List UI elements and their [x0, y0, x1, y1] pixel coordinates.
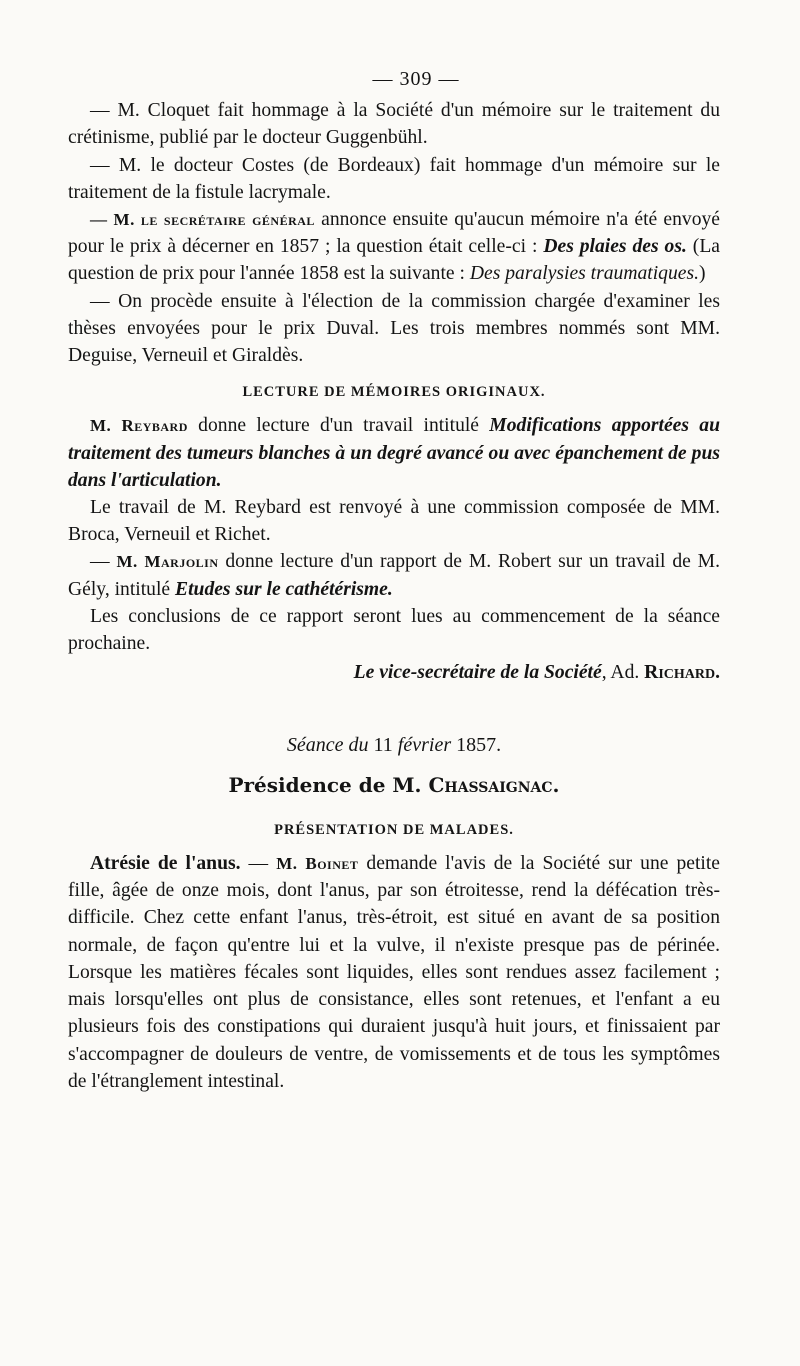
paragraph-marjolin: [68, 548, 720, 602]
seance-label: Séance du: [286, 734, 374, 757]
presidence-name: Chassaignac.: [428, 772, 560, 797]
reybard-title: Modifications apportées au traitement des tumeurs blanches à un degré avancé ou avec épanchement de pus dans l'articulation.: [68, 415, 720, 491]
seance-day: 11: [373, 734, 393, 757]
paragraph-reybard: [68, 412, 720, 494]
presidence-line: [68, 772, 720, 799]
atresie-author: M. Boinet: [276, 854, 359, 874]
signature-name: Richard.: [644, 662, 720, 684]
heading-presentation: PRÉSENTATION DE MALADES.: [274, 821, 514, 838]
secretaire-text: annonce ensuite qu'aucun mémoire n'a été envoyé pour le prix à décerner en 1857 ; la question était celle-ci :: [68, 209, 721, 258]
paragraph-costes: — M. le docteur Costes (de Bordeaux) fait hommage d'un mémoire sur le traitement de la fistule lacrymale.: [68, 154, 720, 203]
seance-year: 1857.: [456, 734, 502, 757]
signature-role: Le vice-secrétaire de la Société: [353, 662, 602, 684]
reybard-lead: M. Reybard: [90, 416, 188, 436]
page-number: — 309 —: [372, 68, 460, 90]
marjolin-title: Etudes sur le cathétérisme.: [175, 578, 393, 600]
signature-sep: , Ad.: [601, 662, 645, 684]
paragraph-commission: Le travail de M. Reybard est renvoyé à une commission composée de MM. Broca, Verneuil et Richet.: [68, 497, 720, 546]
paragraph-secretaire: [68, 206, 720, 288]
secretaire-end: ): [699, 263, 706, 285]
atresie-lead: Atrésie de l'anus.: [90, 853, 241, 875]
reybard-text: donne lecture d'un travail intitulé: [187, 415, 490, 437]
presidence-label: Présidence de M.: [228, 772, 429, 797]
page-body: [68, 66, 720, 1095]
signature: [68, 659, 720, 686]
paragraph-election: — On procède ensuite à l'élection de la commission chargée d'examiner les thèses envoyées pour le prix Duval. Les trois membres nommés sont MM. Deguise, Verneuil et Giraldès.: [68, 290, 720, 367]
atresie-dash: —: [240, 853, 277, 875]
heading-lecture: LECTURE DE MÉMOIRES ORIGINAUX.: [242, 384, 546, 401]
marjolin-dash: —: [90, 551, 117, 573]
marjolin-lead: M. Marjolin: [116, 552, 219, 572]
paragraph-conclusions: Les conclusions de ce rapport seront lues au commencement de la séance prochaine.: [68, 605, 720, 655]
paragraph-cloquet: — M. Cloquet fait hommage à la Société d'un mémoire sur le traitement du crétinisme, publié par le docteur Guggenbühl.: [68, 100, 720, 149]
atresie-text: demande l'avis de la Société sur une petite fille, âgée de onze mois, dont l'anus, par son étroitesse, rend la défécation très-difficile. Chez cette enfant l'anus, très-étroit, est situé en avant de sa position normale, de façon qu'entre lui et la vulve, il n'existe presque pas de périnée. Lorsque les matières fécales sont liquides, elles sont rendues assez facilement ; mais lorsqu'elles ont plus de consistance, elles sont retenues, et l'enfant a eu plusieurs fois des constipations qui duraient jusqu'à huit jours, et finissaient par s'accompagner de douleurs de ventre, de vomissements et de tous les symptômes de l'étranglement intestinal.: [68, 853, 721, 1092]
secretaire-mid: (La question de prix pour l'année 1858 est la suivante :: [68, 236, 720, 285]
secretaire-lead: — M. le secrétaire général: [90, 210, 315, 230]
question-1858: Des paralysies traumatiques.: [469, 263, 699, 285]
question-1857: Des plaies des os.: [543, 236, 687, 258]
marjolin-text: donne lecture d'un rapport de M. Robert sur un travail de M. Gély, intitulé: [68, 551, 720, 600]
seance-title: [68, 732, 720, 759]
seance-month: février: [392, 734, 457, 757]
paragraph-atresie: [68, 850, 720, 1095]
